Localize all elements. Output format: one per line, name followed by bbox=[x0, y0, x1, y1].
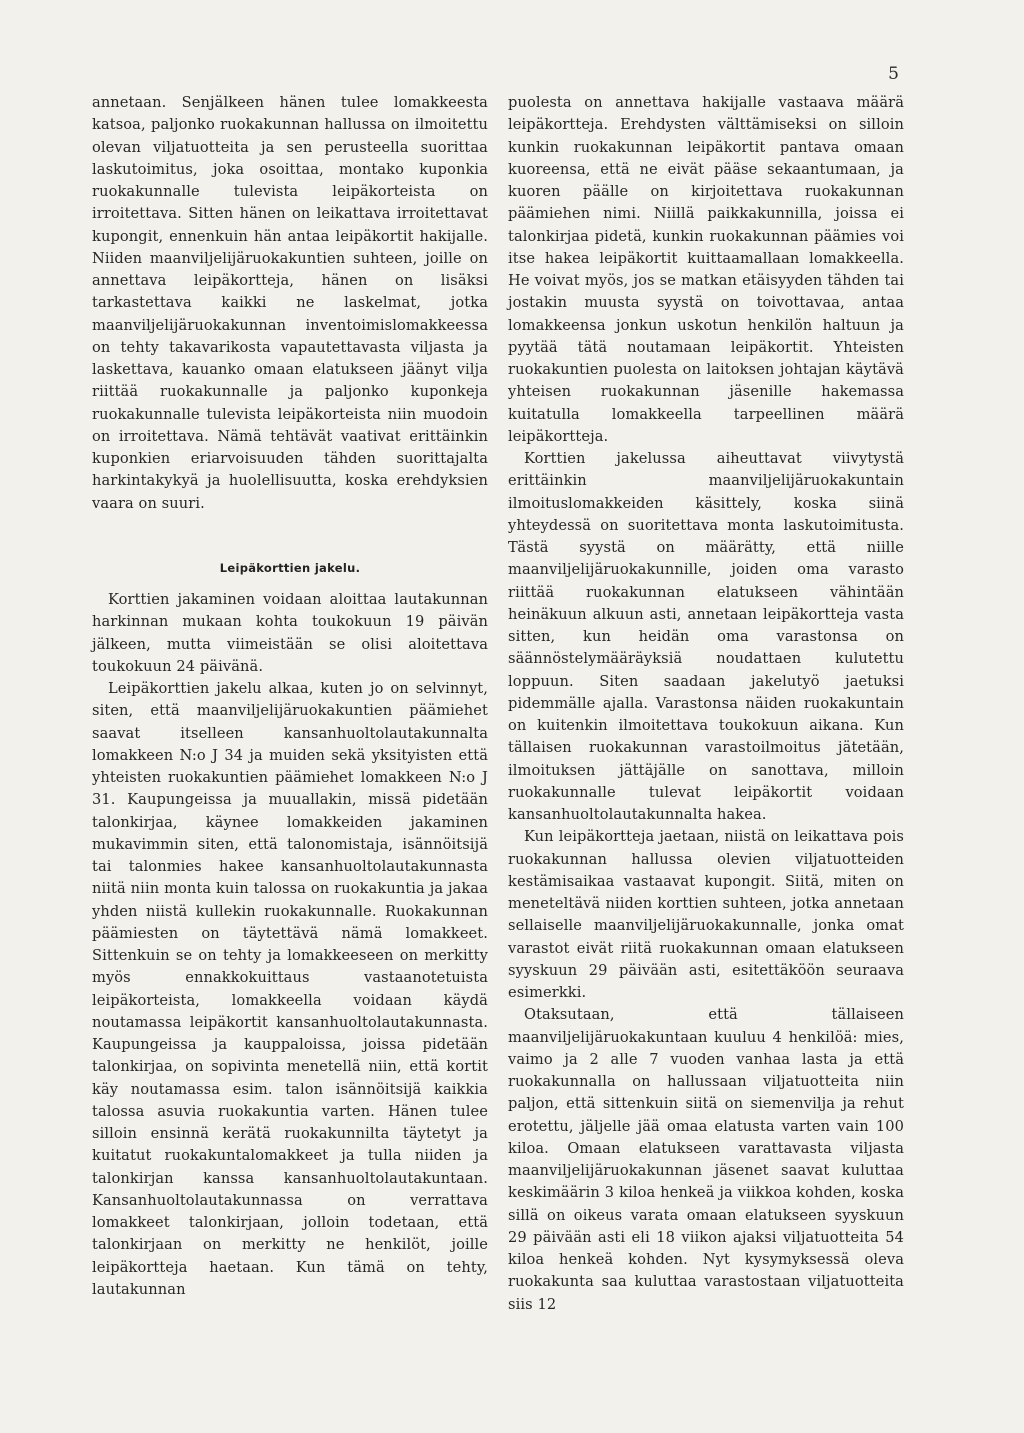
right-column bbox=[508, 92, 904, 1316]
right-paragraph-3: Kun leipäkortteja jaetaan, niistä on leikattava pois ruokakunnan hallussa olevien viljatuotteiden kestämisaikaa vastaavat kupongit. Siitä, miten on meneteltävä niiden korttien suhteen, jotka annetaan sellaiselle maanviljelijäruokakunnalle, jonka omat varastot eivät riitä ruokakunnan omaan elatukseen syyskuun 29 päivään asti, esitettäköön seuraava esimerkki. bbox=[508, 828, 904, 1001]
left-paragraph-1: annetaan. Senjälkeen hänen tulee lomakkeesta katsoa, paljonko ruokakunnan hallussa on ilmoitettu olevan viljatuotteita ja sen perusteella suorittaa laskutoimitus, joka osoittaa, montako kuponkia ruokakunnalle tulevista leipäkorteista on irroitettava. Sitten hänen on leikattava irroitettavat kupongit, ennenkuin hän antaa leipäkortit hakijalle. Niiden maanviljelijäruokakuntien suhteen, joille on annettava leipäkortteja, hänen on lisäksi tarkastettava kaikki ne laskelmat, jotka maanviljelijäruokakunnan inventoimislomakkeessa on tehty takavarikosta vapautettavasta viljasta ja laskettava, kauanko omaan elatukseen jäänyt vilja riittää ruokakunnalle ja paljonko kuponkeja ruokakunnalle tulevista leipäkorteista niin muodoin on irroitettava. Nämä tehtävät vaativat erittäinkin kuponkien eriarvoisuuden tähden suorittajalta harkintakykyä ja huolellisuutta, koska erehdyksien vaara on suuri. bbox=[92, 94, 488, 512]
left-column bbox=[92, 92, 488, 1301]
section-heading: Leipäkorttien jakelu. bbox=[219, 560, 361, 575]
left-paragraph-2: Korttien jakaminen voidaan aloittaa lautakunnan harkinnan mukaan kohta toukokuun 19 päivän jälkeen, mutta viimeistään se olisi aloitettava toukokuun 24 päivänä. bbox=[92, 591, 488, 675]
left-paragraph-3: Leipäkorttien jakelu alkaa, kuten jo on selvinnyt, siten, että maanviljelijäruokakuntien päämiehet saavat itselleen kansanhuoltolautakunnalta lomakkeen N:o J 34 ja muiden sekä yksityisten että yhteisten ruokakuntien päämiehet lomakkeen N:o J 31. Kaupungeissa ja muuallakin, missä pidetään talonkirjaa, käynee lomakkeiden jakaminen mukavimmin siten, että talonomistaja, isännöitsijä tai talonmies hakee kansanhuoltolautakunnasta niitä niin monta kuin talossa on ruokakuntia ja jakaa yhden niistä kullekin ruokakunnalle. Ruokakunnan päämiesten on täytettävä nämä lomakkeet. Sittenkuin se on tehty ja lomakkeeseen on merkitty myös ennakkokuittaus vastaanotetuista leipäkorteista, lomakkeella voidaan käydä noutamassa leipäkortit kansanhuoltolautakunnasta. Kaupungeissa ja kauppaloissa, joissa pidetään talonkirjaa, on sopivinta menetellä niin, että kortit käy noutamassa esim. talon isännöitsijä kaikkia talossa asuvia ruokakuntia varten. Hänen tulee silloin ensinnä kerätä ruokakunnilta täytetyt ja kuitatut ruokakuntalomakkeet ja tulla niiden ja talonkirjan kanssa kansanhuoltolautakuntaan. Kansanhuoltolautakunnassa on verrattava lomakkeet talonkirjaan, jolloin todetaan, että talonkirjaan on merkitty ne henkilöt, joille leipäkortteja haetaan. Kun tämä on tehty, lautakunnan bbox=[92, 680, 488, 1298]
right-paragraph-4: Otaksutaan, että tällaiseen maanviljelijäruokakuntaan kuuluu 4 henkilöä: mies, vaimo ja 2 alle 7 vuoden vanhaa lasta ja että ruokakunnalla on hallussaan viljatuotteita niin paljon, että sittenkuin siitä on siemenvilja ja rehut erotettu, jäljelle jää omaa elatusta varten vain 100 kiloa. Omaan elatukseen varattavasta viljasta maanviljelijäruokakunnan jäsenet saavat kuluttaa keskimäärin 3 kiloa henkeä ja viikkoa kohden, koska sillä on oikeus varata omaan elatukseen syyskuun 29 päivään asti eli 18 viikon ajaksi viljatuotteita 54 kiloa henkeä kohden. Nyt kysymyksessä oleva ruokakunta saa kuluttaa varastostaan viljatuotteita siis 12 bbox=[508, 1006, 904, 1313]
page-number: 5 bbox=[888, 64, 899, 84]
right-paragraph-2: Korttien jakelussa aiheuttavat viivytystä erittäinkin maanviljelijäruokakuntain ilmoituslomakkeiden käsittely, koska siinä yhteydessä on suoritettava monta laskutoimitusta. Tästä syystä on määrätty, että niille maanviljelijäruokakunnille, joiden oma varasto riittää ruokakunnan elatukseen vähintään heinäkuun alkuun asti, annetaan leipäkortteja vasta sitten, kun heidän oma varastonsa on säännöstelymääräyksiä noudattaen kulutettu loppuun. Siten saadaan jakelutyö jaetuksi pidemmälle ajalla. Varastonsa näiden ruokakuntain on kuitenkin ilmoitettava toukokuun aikana. Kun tällaisen ruokakunnan varastoilmoitus jätetään, ilmoituksen jättäjälle on sanottava, milloin ruokakunnalle tulevat leipäkortit voidaan kansanhuoltolautakunnalta hakea. bbox=[508, 450, 904, 823]
right-paragraph-1: puolesta on annettava hakijalle vastaava määrä leipäkortteja. Erehdysten välttämiseksi on silloin kunkin ruokakunnan leipäkortit pantava omaan kuoreensa, että ne eivät pääse sekaantumaan, ja kuoren päälle on kirjoitettava ruokakunnan päämiehen nimi. Niillä paikkakunnilla, joissa ei talonkirjaa pidetä, kunkin ruokakunnan päämies voi itse hakea leipäkortit kuittaamallaan lomakkeella. He voivat myös, jos se matkan etäisyyden tähden tai jostakin muusta syystä on toivottavaa, antaa lomakkeensa jonkun uskotun henkilön haltuun ja pyytää tätä noutamaan leipäkortit. Yhteisten ruokakuntien puolesta on laitoksen johtajan käytävä yhteisen ruokakunnan jäsenille hakemassa kuitatulla lomakkeella tarpeellinen määrä leipäkortteja. bbox=[508, 94, 904, 445]
